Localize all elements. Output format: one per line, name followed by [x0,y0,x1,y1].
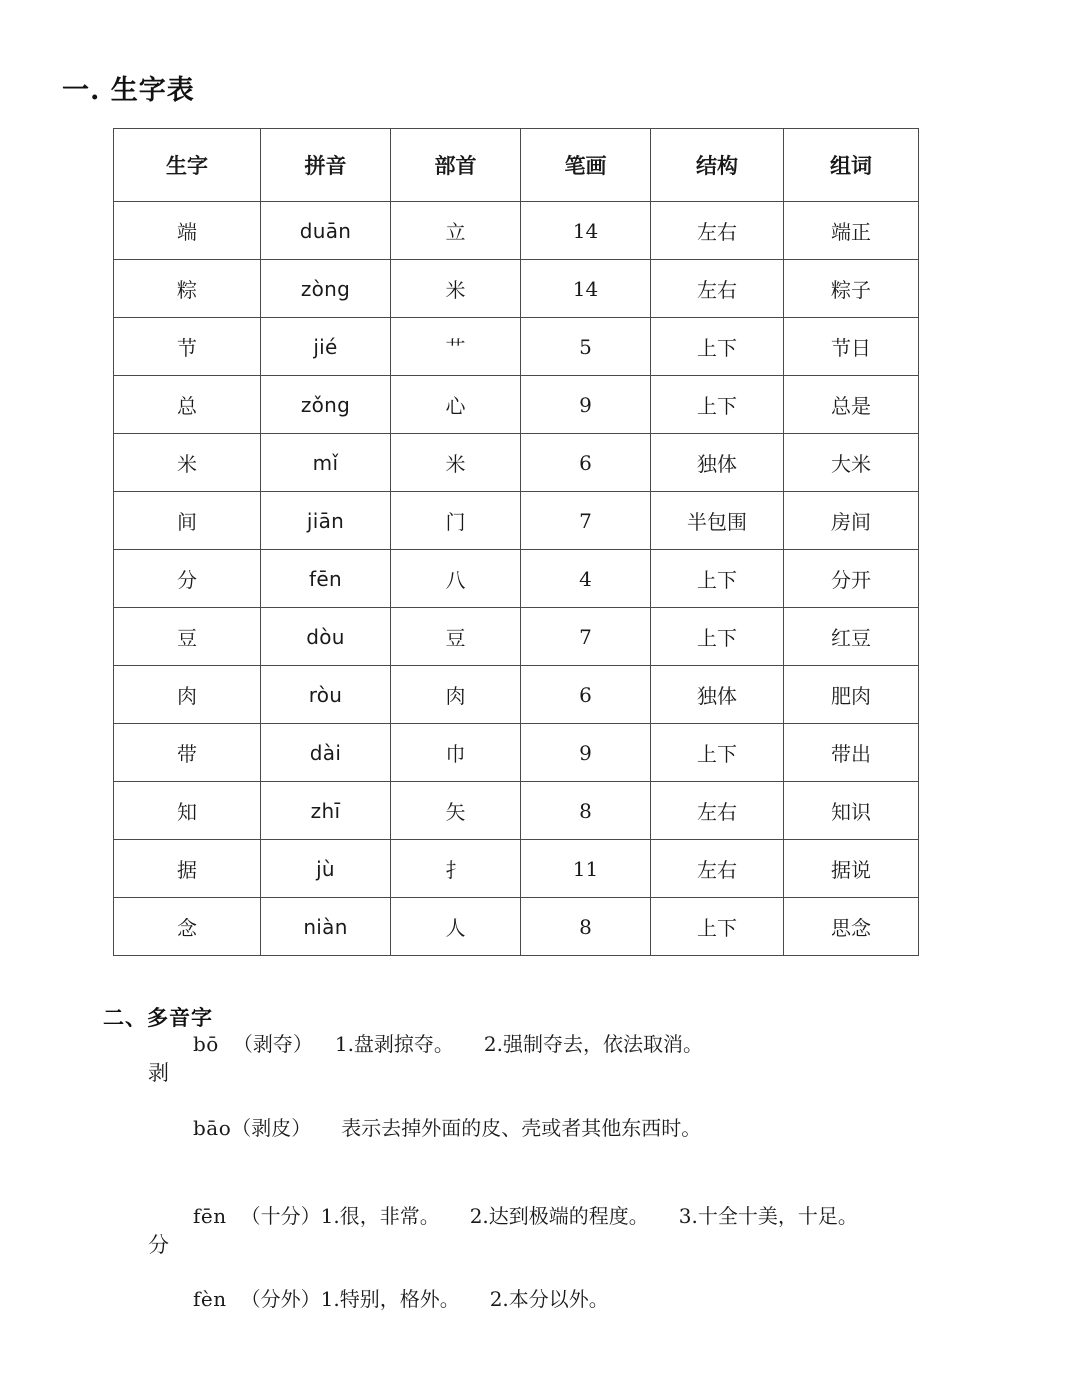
cell-strokes: 4 [521,550,651,608]
cell-structure: 左右 [651,260,784,318]
cell-structure: 独体 [651,666,784,724]
cell-radical: 人 [391,898,521,956]
cell-structure: 上下 [651,724,784,782]
cell-strokes: 11 [521,840,651,898]
cell-radical: 心 [391,376,521,434]
cell-character: 豆 [114,608,261,666]
cell-strokes: 7 [521,608,651,666]
cell-pinyin: jù [261,840,391,898]
cell-structure: 上下 [651,898,784,956]
cell-word: 分开 [784,550,919,608]
cell-structure: 独体 [651,434,784,492]
cell-word: 大米 [784,434,919,492]
cell-radical: 门 [391,492,521,550]
polyphone-definitions: 1.特别，格外。 2.本分以外。 [320,1287,609,1311]
cell-word: 房间 [784,492,919,550]
cell-character: 端 [114,202,261,260]
column-header-character: 生字 [114,129,261,202]
cell-strokes: 7 [521,492,651,550]
cell-structure: 左右 [651,840,784,898]
cell-radical: 立 [391,202,521,260]
cell-structure: 左右 [651,782,784,840]
polyphone-term: （剥皮） [231,1116,312,1140]
cell-structure: 左右 [651,202,784,260]
cell-word: 思念 [784,898,919,956]
table-row [114,840,919,898]
cell-character: 念 [114,898,261,956]
table-row [114,724,919,782]
cell-radical: 米 [391,260,521,318]
table-row [114,260,919,318]
polyphone-character-bo: 剥 [148,1061,169,1085]
cell-pinyin: zǒng [261,376,391,434]
polyphone-reading-bo2 [193,1112,701,1141]
cell-structure: 半包围 [651,492,784,550]
cell-word: 带出 [784,724,919,782]
cell-pinyin: mǐ [261,434,391,492]
cell-character: 间 [114,492,261,550]
cell-radical: 米 [391,434,521,492]
column-header-structure: 结构 [651,129,784,202]
cell-radical: 豆 [391,608,521,666]
cell-word: 总是 [784,376,919,434]
cell-word: 红豆 [784,608,919,666]
cell-pinyin: jiān [261,492,391,550]
cell-strokes: 14 [521,260,651,318]
polyphone-term: （十分） [240,1204,321,1228]
polyphone-term: （分外） [240,1287,321,1311]
cell-word: 节日 [784,318,919,376]
table-row [114,550,919,608]
cell-pinyin: jié [261,318,391,376]
column-header-radical: 部首 [391,129,521,202]
cell-pinyin: fēn [261,550,391,608]
cell-structure: 上下 [651,318,784,376]
cell-character: 米 [114,434,261,492]
polyphone-pinyin: fēn [193,1204,227,1228]
cell-radical: 巾 [391,724,521,782]
cell-strokes: 6 [521,434,651,492]
page-title-section1: 一. 生字表 [62,75,195,106]
cell-pinyin: niàn [261,898,391,956]
column-header-strokes: 笔画 [521,129,651,202]
polyphone-definitions: 表示去掉外面的皮、壳或者其他东西时。 [341,1116,702,1140]
cell-character: 粽 [114,260,261,318]
cell-strokes: 6 [521,666,651,724]
cell-character: 分 [114,550,261,608]
column-header-word: 组词 [784,129,919,202]
cell-strokes: 9 [521,724,651,782]
polyphone-definitions: 1.盘剥掠夺。 2.强制夺去，依法取消。 [334,1032,704,1056]
table-header-row [114,129,919,202]
cell-radical: 八 [391,550,521,608]
cell-word: 端正 [784,202,919,260]
cell-radical: 扌 [391,840,521,898]
cell-character: 知 [114,782,261,840]
cell-strokes: 5 [521,318,651,376]
polyphone-reading-fen1 [193,1200,858,1229]
cell-radical: 肉 [391,666,521,724]
table-row [114,318,919,376]
cell-character: 肉 [114,666,261,724]
cell-strokes: 14 [521,202,651,260]
table-row [114,898,919,956]
cell-character: 据 [114,840,261,898]
cell-pinyin: ròu [261,666,391,724]
cell-character: 总 [114,376,261,434]
polyphone-definitions: 1.很，非常。 2.达到极端的程度。 3.十全十美，十足。 [320,1204,858,1228]
cell-pinyin: dài [261,724,391,782]
cell-radical: 艹 [391,318,521,376]
cell-radical: 矢 [391,782,521,840]
cell-pinyin: zòng [261,260,391,318]
polyphone-pinyin: bō [193,1032,219,1056]
cell-pinyin: duān [261,202,391,260]
polyphone-pinyin: bāo [193,1116,232,1140]
table-row [114,202,919,260]
cell-word: 粽子 [784,260,919,318]
cell-structure: 上下 [651,376,784,434]
polyphone-term: （剥夺） [232,1032,313,1056]
table-row [114,608,919,666]
polyphone-pinyin: fèn [193,1287,227,1311]
page-title-section2: 二、多音字 [103,1005,213,1030]
column-header-pinyin: 拼音 [261,129,391,202]
table-row [114,782,919,840]
table-row [114,666,919,724]
table-row [114,376,919,434]
cell-strokes: 8 [521,898,651,956]
cell-strokes: 8 [521,782,651,840]
table-row [114,492,919,550]
cell-word: 据说 [784,840,919,898]
cell-structure: 上下 [651,608,784,666]
table-row [114,434,919,492]
polyphone-character-fen: 分 [148,1233,169,1257]
cell-pinyin: zhī [261,782,391,840]
cell-strokes: 9 [521,376,651,434]
cell-structure: 上下 [651,550,784,608]
polyphone-reading-fen2 [193,1283,609,1312]
cell-pinyin: dòu [261,608,391,666]
new-characters-table [113,128,919,956]
cell-word: 知识 [784,782,919,840]
polyphone-reading-bo1 [193,1028,703,1057]
cell-character: 带 [114,724,261,782]
cell-character: 节 [114,318,261,376]
cell-word: 肥肉 [784,666,919,724]
